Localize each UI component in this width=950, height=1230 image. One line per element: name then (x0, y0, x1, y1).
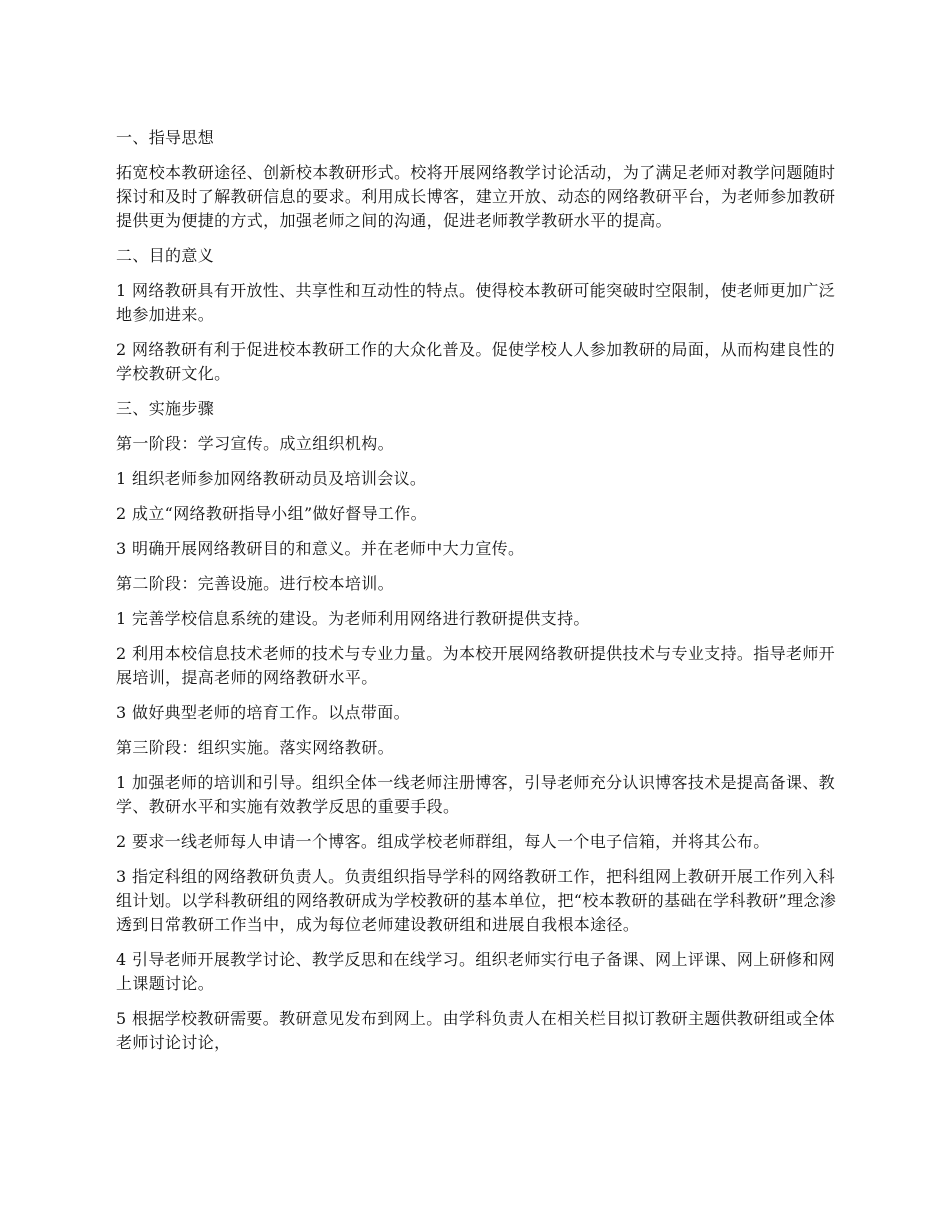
stage-1-item-1: 1 组织老师参加网络教研动员及培训会议。 (116, 469, 427, 488)
stage-3-item-4: 4 引导老师开展教学讨论、教学反思和在线学习。组织老师实行电子备课、网上评课、网上研修和网上课题讨论。 (116, 950, 836, 993)
stage-1-title: 第一阶段：学习宣传。成立组织机构。 (116, 434, 394, 453)
stage-2-title: 第二阶段：完善设施。进行校本培训。 (116, 574, 394, 593)
stage-2-item-3: 3 做好典型老师的培育工作。以点带面。 (116, 703, 410, 722)
purpose-item-2: 2 网络教研有利于促进校本教研工作的大众化普及。促使学校人人参加教研的局面，从而构建良性的学校教研文化。 (116, 340, 836, 383)
paragraph-guiding-ideology: 拓宽校本教研途径、创新校本教研形式。校将开展网络教学讨论活动，为了满足老师对教学问题随时探讨和及时了解教研信息的要求。利用成长博客，建立开放、动态的网络教研平台，为老师参加教研提供更为便捷的方式，加强老师之间的沟通，促进老师教学教研水平的提高。 (116, 163, 836, 230)
stage-3-item-3: 3 指定科组的网络教研负责人。负责组织指导学科的网络教研工作，把科组网上教研开展工作列入科组计划。以学科教研组的网络教研成为学校教研的基本单位，把“校本教研的基础在学科教研”理念渗透到日常教研工作当中，成为每位老师建设教研组和进展自我根本途径。 (116, 867, 837, 934)
stage-1-item-2: 2 成立“网络教研指导小组”做好督导工作。 (116, 504, 427, 523)
stage-3-item-2: 2 要求一线老师每人申请一个博客。组成学校老师群组，每人一个电子信箱，并将其公布。 (116, 832, 770, 851)
stage-3-item-1: 1 加强老师的培训和引导。组织全体一线老师注册博客，引导老师充分认识博客技术是提高备课、教学、教研水平和实施有效教学反思的重要手段。 (116, 773, 836, 816)
purpose-item-1: 1 网络教研具有开放性、共享性和互动性的特点。使得校本教研可能突破时空限制，使老师更加广泛地参加进来。 (116, 281, 836, 324)
stage-3-item-5: 5 根据学校教研需要。教研意见发布到网上。由学科负责人在相关栏目拟订教研主题供教研组或全体老师讨论讨论， (116, 1009, 836, 1052)
section-heading-guiding-ideology: 一、指导思想 (116, 128, 215, 147)
section-heading-implementation-steps: 三、实施步骤 (116, 399, 215, 418)
stage-2-item-1: 1 完善学校信息系统的建设。为老师利用网络进行教研提供支持。 (116, 609, 590, 628)
section-heading-purpose-significance: 二、目的意义 (116, 246, 215, 265)
stage-2-item-2: 2 利用本校信息技术老师的技术与专业力量。为本校开展网络教研提供技术与专业支持。指导老师开展培训，提高老师的网络教研水平。 (116, 644, 836, 687)
stage-3-title: 第三阶段：组织实施。落实网络教研。 (116, 738, 394, 757)
stage-1-item-3: 3 明确开展网络教研目的和意义。并在老师中大力宣传。 (116, 539, 525, 558)
document-body (116, 126, 840, 1066)
